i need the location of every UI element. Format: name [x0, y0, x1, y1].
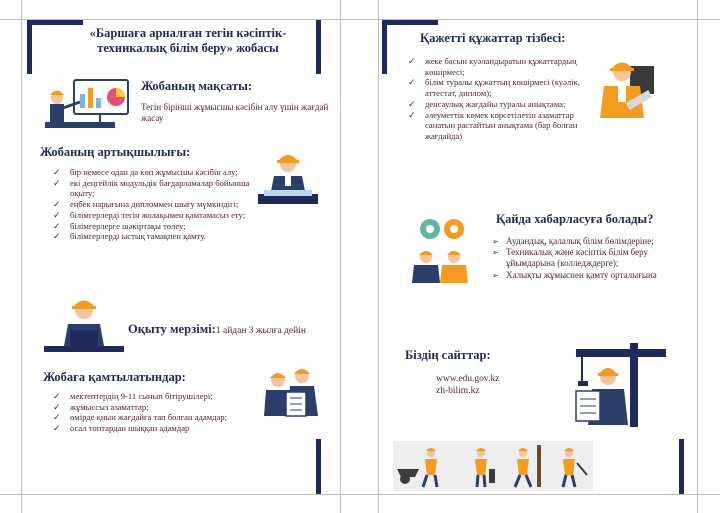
workers-gears-illustration: [408, 217, 474, 285]
guide-line-center-right: [378, 0, 379, 513]
documents-list: [407, 56, 587, 142]
list-item: ✓ әлеуметтік көмек көрсетілетін азаматтар санатын растайтын анықтама (бар болған жағдайда): [407, 110, 587, 142]
list-item: ➢ Аудандық, қалалық білім бөлімдеріне;: [492, 236, 684, 247]
list-item: ✓ білім туралы құжаттың көшірмесі (куәлік, аттестат, диплом);: [407, 77, 587, 98]
participants-heading: Жобаға қамтылатындар:: [43, 370, 186, 384]
contacts-list: [492, 236, 684, 281]
corner-right-top-v: [382, 20, 387, 74]
list-item: ➢ Техникалық және кәсіптік білім беру ұйымдарына (колледждерге);: [492, 247, 684, 269]
list-item: ✓ өмірде қиын жағдайға тап болған адамдар;: [52, 412, 252, 423]
guide-line-bottom: [0, 494, 720, 495]
list-item: ✓ денсаулық жағдайы туралы анықтама;: [407, 99, 587, 110]
list-item: ✓ бір немесе одан да көп жұмысшы кәсібін алу;: [52, 167, 252, 178]
guide-line-right: [697, 0, 698, 513]
duration-label: Оқыту мерзімі:: [128, 322, 216, 336]
guide-line-center-left: [340, 0, 341, 513]
list-item: ✓ білімгерлерді тегін жолақымен қамтамасыз ету;: [52, 210, 252, 221]
presenter-illustration: [40, 78, 132, 136]
corner-mid-top-v: [316, 20, 321, 74]
guide-line-top: [0, 19, 720, 20]
advantages-list: [52, 167, 252, 242]
site-link-zh-bilim[interactable]: zh-bilim.kz: [436, 386, 480, 396]
list-item: ✓ білімгерлерді ыстық тамақпен қамту.: [52, 231, 252, 242]
site-link-edu[interactable]: www.edu.gov.kz: [436, 374, 500, 384]
list-item: ✓ екі деңгейлік модульдік бағдарламалар бойынша оқыту;: [52, 178, 252, 199]
corner-right-top-h: [382, 20, 438, 25]
crane-worker-illustration: [574, 341, 670, 427]
construction-workers-banner: [393, 441, 593, 491]
workers-checklist-illustration: [260, 364, 326, 418]
corner-left-top-v: [27, 20, 32, 74]
worker-laptop-illustration: [44, 294, 124, 356]
duration-value: 1 айдан 3 жылға дейін: [215, 326, 306, 336]
list-item: ✓ жеке басын куәландыратын құжаттардың көшірмесі;: [407, 56, 587, 77]
list-item: ✓ жұмыссыз азаматтар;: [52, 402, 252, 413]
sites-heading: Біздің сайттар:: [405, 348, 491, 362]
list-item: ✓ мектептердің 9-11 сынып бітірушілері;: [52, 391, 252, 402]
contacts-heading: Қайда хабарласуға болады?: [496, 212, 654, 226]
list-item: ➢ Халықты жұмыспен қамту орталығына: [492, 270, 684, 281]
brochure-title: «Баршаға арналған тегін кәсіптік-техникалық білім беру» жобасы: [89, 26, 287, 55]
duration-block: [128, 320, 306, 338]
architect-illustration: [596, 56, 658, 122]
corner-right-bottom-v: [679, 439, 684, 494]
list-item: ✓ еңбек нарығына дипломмен шығу мүмкіндігі;: [52, 199, 252, 210]
engineer-drawing-illustration: [256, 150, 320, 208]
goal-text: Тегін бірінші жұмысшы кәсібін алу үшін жағдай жасау: [141, 102, 329, 123]
corner-left-top-h: [27, 20, 83, 25]
corner-mid-bottom-v: [316, 439, 321, 494]
participants-list: [52, 391, 252, 434]
goal-heading: Жобаның мақсаты:: [141, 79, 253, 93]
advantages-heading: Жобаның артықшылығы:: [40, 145, 191, 159]
documents-heading: Қажетті құжаттар тізбесі:: [420, 31, 566, 45]
guide-line-left: [21, 0, 22, 513]
list-item: ✓ осал топтардан шыққан адамдар: [52, 423, 252, 434]
list-item: ✓ білімгерлерге шәкіртақы төлеу;: [52, 221, 252, 232]
